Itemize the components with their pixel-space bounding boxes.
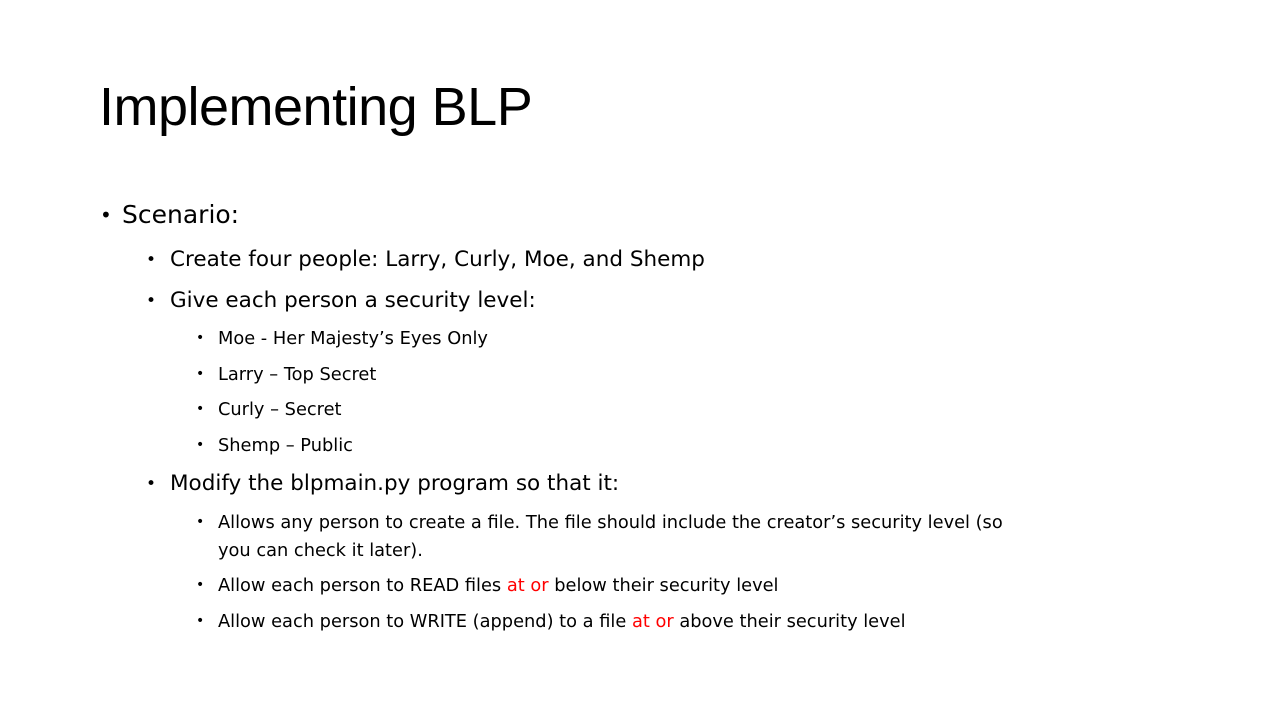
bullet-glyph: • [196,401,205,417]
bullet-glyph: • [146,291,157,311]
bullet-glyph: • [196,330,205,346]
bullet-modify-program-text: Modify the blpmain.py program so that it: [170,471,620,496]
list-item-write-files-text [218,609,906,634]
bullet-glyph: • [196,437,205,453]
bullet-security-level-text: Give each person a security level: [170,288,536,313]
read-highlight: at or [506,575,549,596]
bullet-glyph: • [196,577,205,593]
list-item-shemp-text: Shemp – Public [218,435,353,456]
list-item-larry-text: Larry – Top Secret [218,364,377,385]
write-text-before: Allow each person to WRITE (append) to a file [218,611,632,632]
list-item-curly-text: Curly – Secret [218,399,342,420]
bullet-scenario-text: Scenario: [122,200,240,229]
read-text-before: Allow each person to READ files [218,575,507,596]
write-text-after: above their security level [673,611,906,632]
bullet-glyph: • [100,203,112,227]
list-item-create-file-line-2: you can check it later). [218,540,423,561]
write-highlight: at or [631,611,674,632]
bullet-create-people-text: Create four people: Larry, Curly, Moe, and Shemp [170,247,705,272]
bullet-glyph: • [196,366,205,382]
list-item-read-files-text [218,573,778,598]
bullet-glyph: • [196,613,205,629]
read-text-after: below their security level [548,575,779,596]
list-item-moe-text: Moe - Her Majesty’s Eyes Only [218,328,488,349]
bullet-glyph: • [146,474,157,494]
bullet-glyph: • [196,514,205,530]
list-item-create-file-line-1: Allows any person to create a file. The file should include the creator’s security level (so [218,512,1003,533]
slide-title: Implementing BLP [99,77,533,137]
bullet-glyph: • [146,250,157,270]
